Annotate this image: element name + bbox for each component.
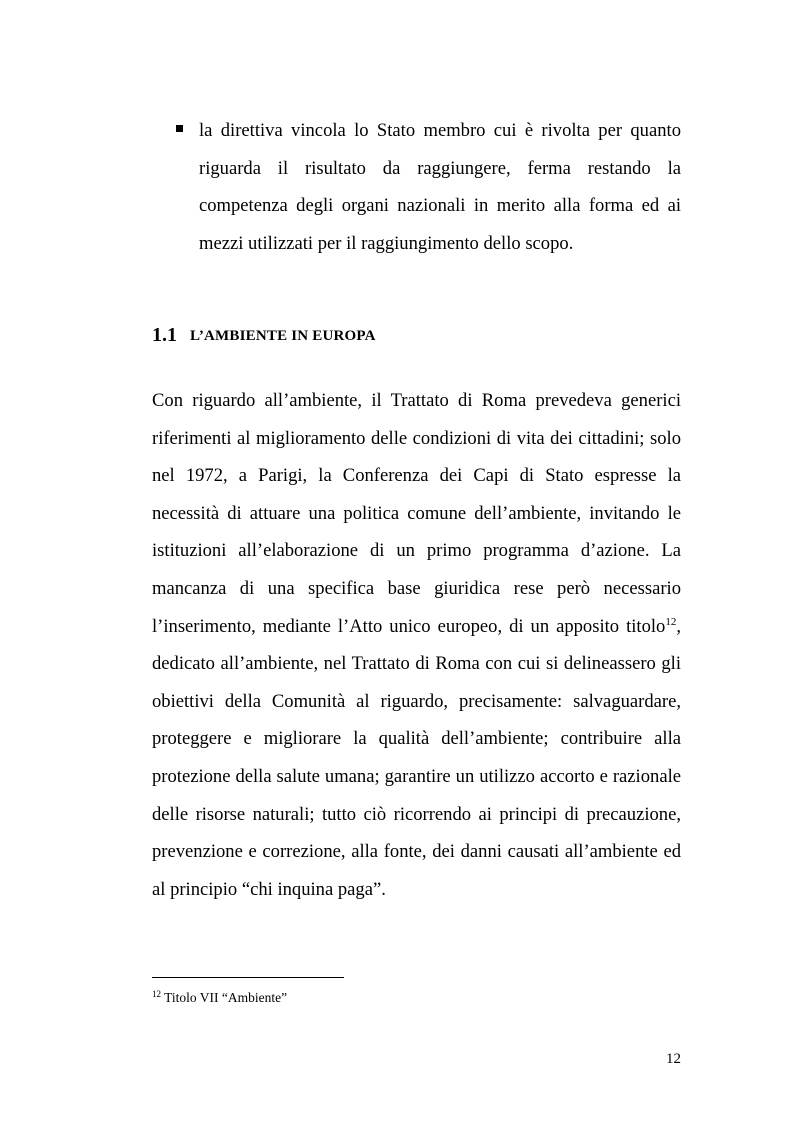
section-title: L’AMBIENTE IN EUROPA [190,328,376,344]
section-number: 1.1 [152,324,177,346]
page-number: 12 [666,1051,681,1067]
footnote-text: Titolo VII “Ambiente” [161,990,288,1005]
bullet-item-text: la direttiva vincola lo Stato membro cui è rivolta per quanto riguarda il risultato da raggiungere, ferma restando la competenza degli organi nazionali in merito alla forma ed ai mezzi utilizzati per il raggiungimento dello scopo. [199,120,681,254]
section-heading [152,321,692,349]
footnote-separator [152,977,344,978]
footnote-reference[interactable]: 12 [665,615,677,628]
paragraph-text-part-2: , dedicato all’ambiente, nel Trattato di Roma con cui si delineassero gli obiettivi della Comunità al riguardo, precisamente: salvaguardare, proteggere e migliorare la qualità dell’ambiente; contribuire alla protezione della salute umana; garantire un utilizzo accorto e razionale delle risorse naturali; tutto ciò ricorrendo ai principi di precauzione, prevenzione e correzione, alla fonte, dei danni causati all’ambiente ed al principio “chi inquina paga”. [152,615,681,900]
square-bullet-icon [176,125,183,132]
paragraph-text-part-1: Con riguardo all’ambiente, il Trattato di Roma prevedeva generici riferimenti al miglioramento delle condizioni di vita dei cittadini; solo nel 1972, a Parigi, la Conferenza dei Capi di Stato espresse la necessità di attuare una politica comune dell’ambiente, invitando le istituzioni all’elaborazione di un primo programma d’azione. La mancanza di una specifica base giuridica rese però necessario l’inserimento, mediante l’Atto unico europeo, di un apposito titolo [152,390,681,637]
footnote-number: 12 [152,989,161,999]
body-paragraph [152,382,681,908]
footnote [152,989,681,1007]
